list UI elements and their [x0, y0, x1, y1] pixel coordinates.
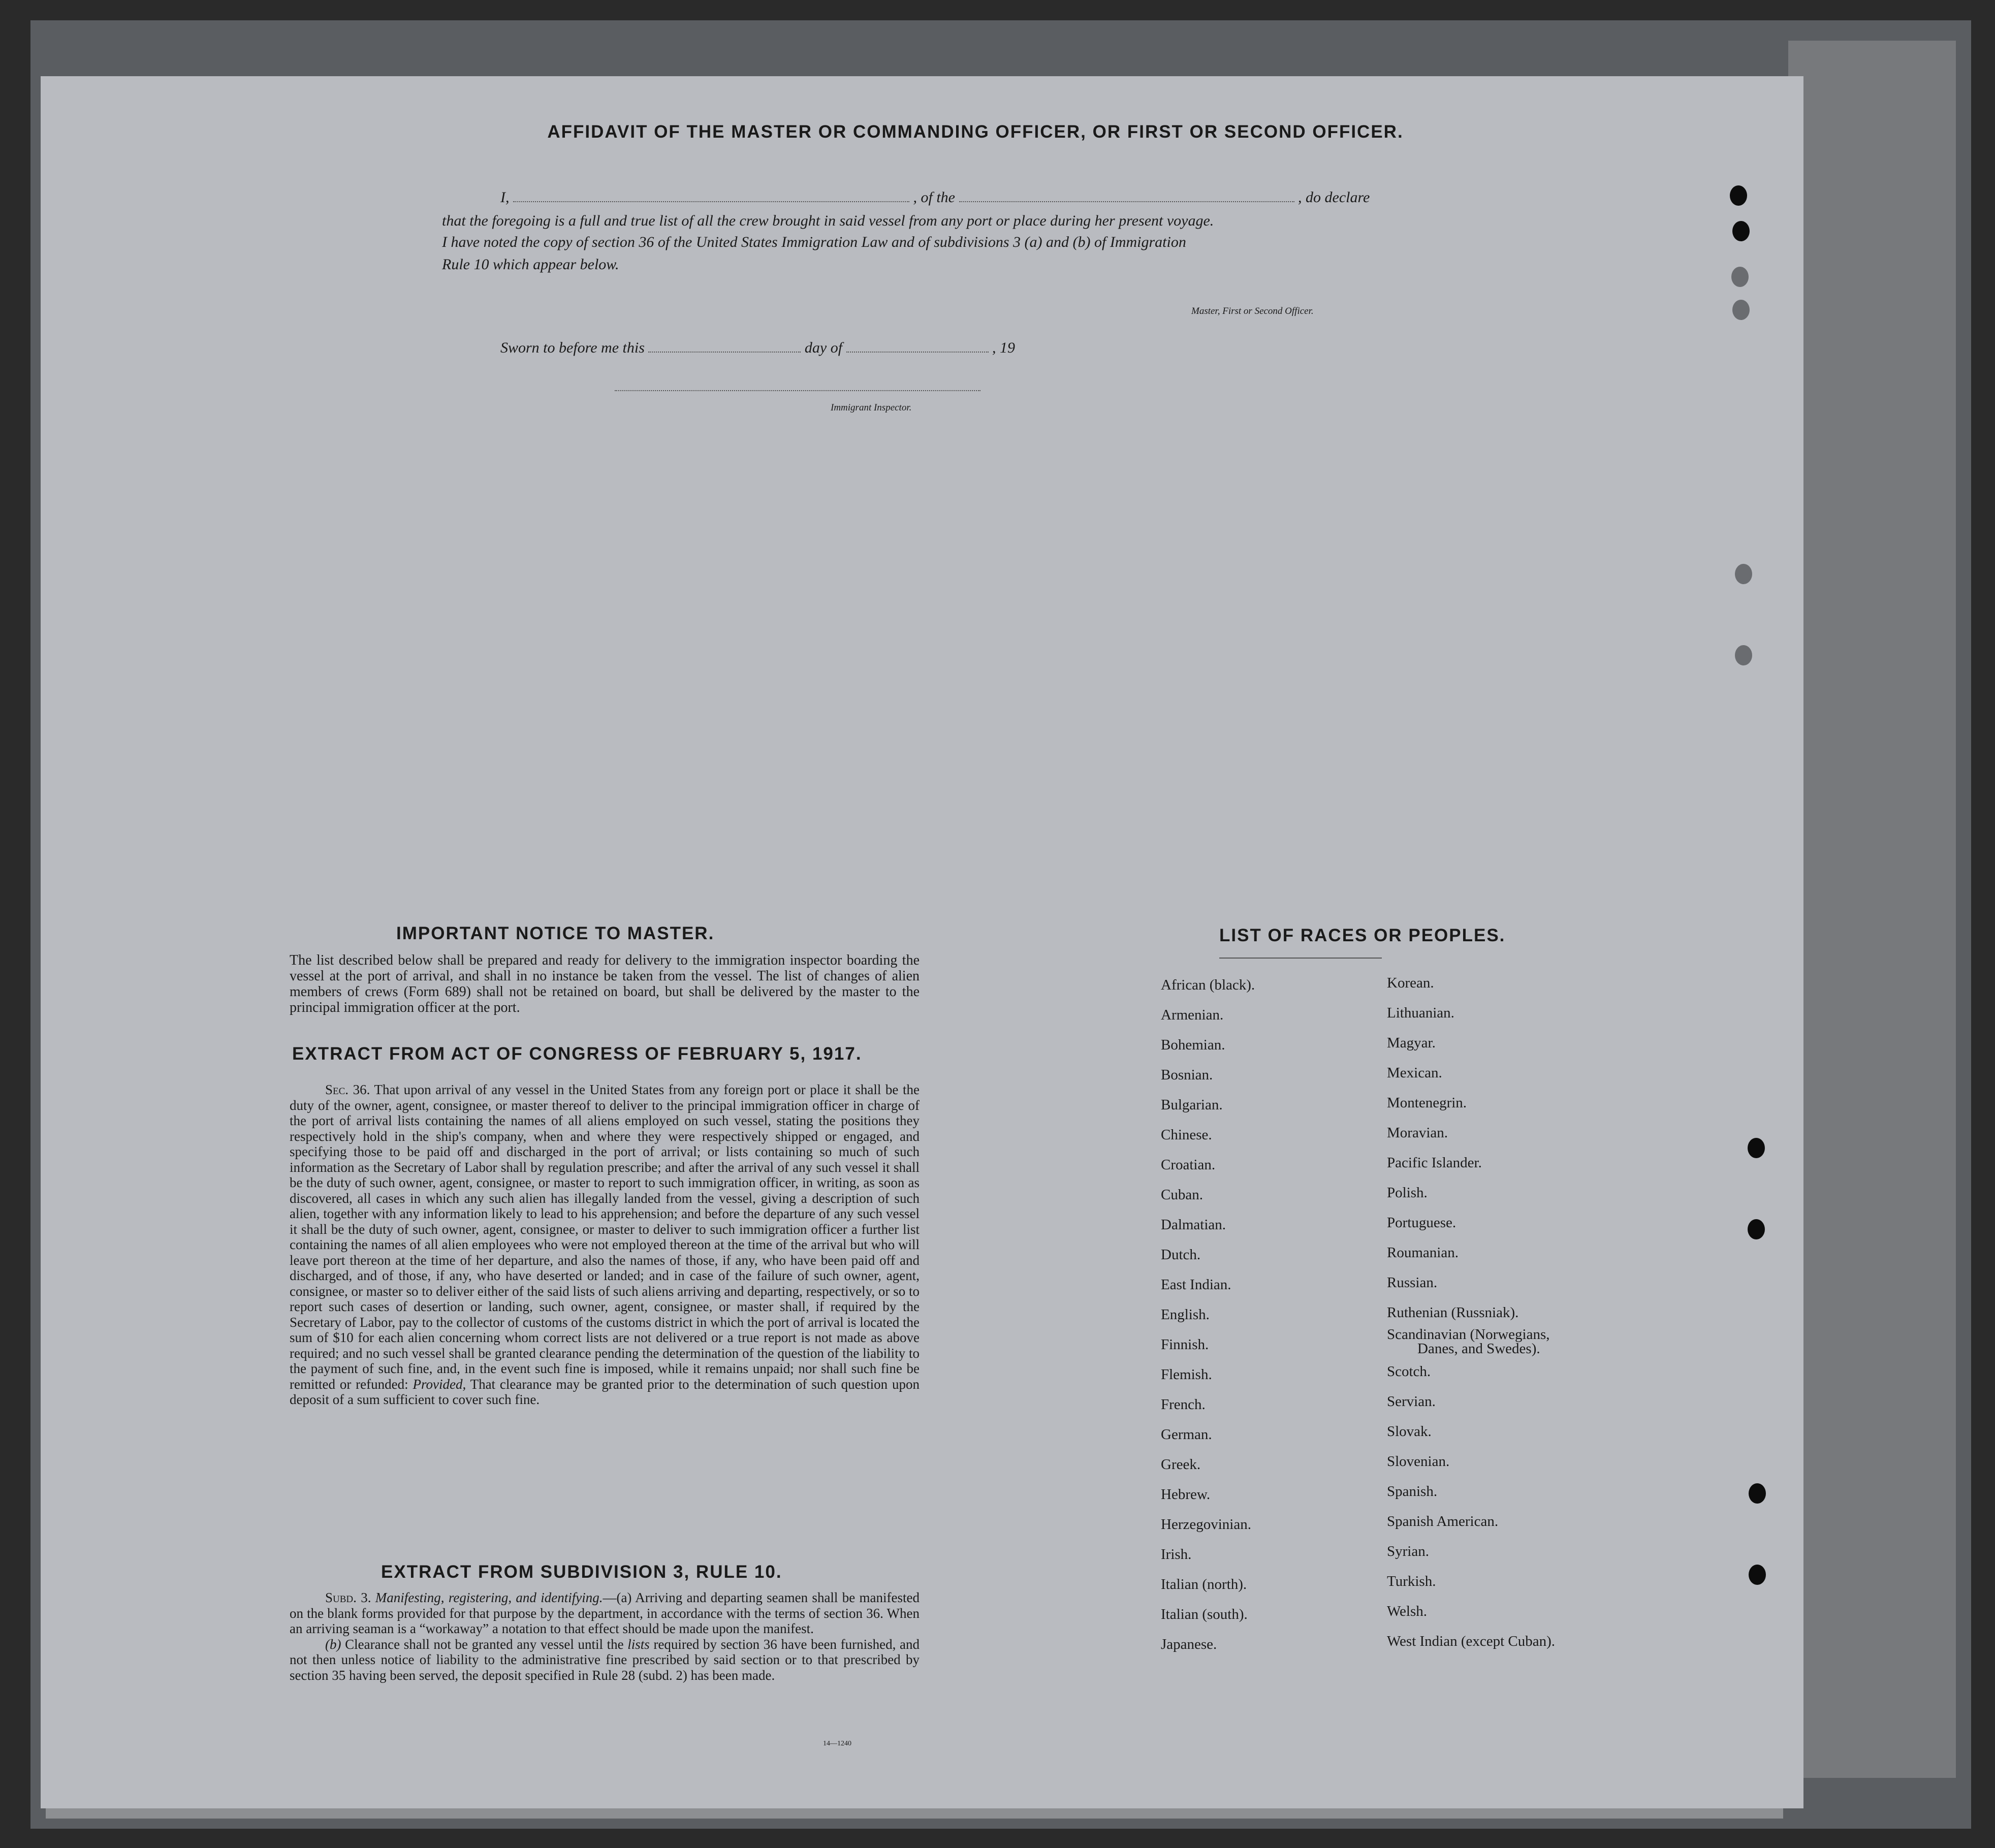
race-right-item: Lithuanian. [1387, 1005, 1454, 1021]
race-left-item: Chinese. [1161, 1127, 1212, 1143]
race-left-item: Flemish. [1161, 1366, 1212, 1383]
race-right-item: Slovak. [1387, 1423, 1432, 1440]
race-left-item: Greek. [1161, 1456, 1201, 1473]
race-right-item: Moravian. [1387, 1125, 1448, 1141]
race-left-item: Irish. [1161, 1546, 1192, 1563]
race-right-item: Scandinavian (Norwegians, [1387, 1326, 1550, 1343]
sworn-line [500, 339, 1015, 357]
master-signature-label: Master, First or Second Officer. [1191, 306, 1314, 316]
binder-hole [1749, 1565, 1766, 1585]
race-left-item: Finnish. [1161, 1336, 1209, 1353]
background-sheet-edge [1788, 41, 1956, 1778]
race-right-item: Syrian. [1387, 1543, 1429, 1559]
affidavit-line-2: that the foregoing is a full and true list of all the crew brought in said vessel from any port or place during her present voyage. [442, 212, 1214, 229]
subdivision-3-text [290, 1590, 920, 1683]
race-right-item: Magyar. [1387, 1035, 1436, 1051]
para-b-lists: lists [627, 1636, 650, 1652]
race-right-item: Pacific Islander. [1387, 1155, 1482, 1171]
binder-hole [1730, 185, 1747, 206]
provided-word: Provided, [413, 1376, 466, 1392]
race-right-item: Russian. [1387, 1275, 1438, 1291]
race-right-item: Ruthenian (Russniak). [1387, 1304, 1519, 1321]
paragraph-a [290, 1590, 920, 1637]
affidavit-line1-mid: , of the [913, 189, 955, 206]
sworn-year: , 19 [992, 339, 1016, 356]
race-right-item: Slovenian. [1387, 1453, 1450, 1470]
race-left-item: Italian (north). [1161, 1576, 1247, 1592]
sworn-start: Sworn to before me this [500, 339, 645, 356]
section-36-text [290, 1082, 920, 1408]
races-title: LIST OF RACES OR PEOPLES. [1219, 926, 1506, 945]
race-left-item: Japanese. [1161, 1636, 1217, 1652]
race-left-item: Armenian. [1161, 1007, 1224, 1023]
paragraph-b [290, 1637, 920, 1683]
affidavit-title: AFFIDAVIT OF THE MASTER OR COMMANDING OFFICER, OR FIRST OR SECOND OFFICER. [547, 122, 1404, 142]
extract-act-title: EXTRACT FROM ACT OF CONGRESS OF FEBRUARY 5, 1917. [292, 1044, 862, 1064]
subd-label: Subd. 3. [325, 1590, 371, 1605]
affidavit-line1-start: I, [500, 189, 510, 206]
para-b-end: required by section 36 have been furnished, and not then unless notice of liability to the administrative fine prescribed by said section or to that prescribed by section 35 having been served, the deposit specified in Rule 28 (subd. 2) has been made. [290, 1636, 920, 1683]
race-right-item: Servian. [1387, 1393, 1436, 1410]
section-text: That upon arrival of any vessel in the United States from any foreign port or place it shall be the duty of the owner, agent, consignee, or master thereof to deliver to the principal immigration officer in charge of the port of arrival lists containing the names of all aliens employed on such vessel, stating the positions they respectively hold in the ship's company, when and where they were respectively shipped or engaged, and specifying those to be paid off and discharged in the port of arrival; or lists containing so much of such information as the Secretary of Labor shall by regulation prescribe; and after the arrival of any such vessel it shall be the duty of such owner, agent, consignee, or master to report to such immigration officer, in writing, as soon as discovered, all cases in which any such alien has illegally landed from the vessel, giving a description of such alien, together with any information likely to lead to his apprehension; and before the departure of any such vessel it shall be the duty of such owner, agent, consignee, or master to deliver to such immigration officer a further list containing the names of all alien employees who were not employed thereon at the time of the arrival but who will leave port thereon at the time of her departure, and also the names of those, if any, who have been paid off and discharged, and of those, if any, who have deserted or landed; and in case of the failure of such owner, agent, consignee, or master so to deliver either of the said lists of such aliens arriving and departing, respectively, or so to report such cases of desertion or landing, such owner, agent, consignee, or master shall, if required by the Secretary of Labor, pay to the collector of customs of the customs district in which the port of arrival is located the sum of $10 for each alien concerning whom correct lists are not delivered or a true report is not made as above required; and no such vessel shall be granted clearance pending the determination of the question of the liability to the payment of such fine, and, in the event such fine is imposed, while it remains unpaid; nor shall such fine be remitted or refunded: [290, 1082, 920, 1392]
race-left-item: Bulgarian. [1161, 1097, 1223, 1113]
race-right-item: Spanish. [1387, 1483, 1438, 1500]
binder-hole [1748, 1219, 1765, 1239]
form-number: 14—1240 [823, 1740, 851, 1747]
race-right-item: Scotch. [1387, 1363, 1431, 1380]
subd-heading: Manifesting, registering, and identifying. [375, 1590, 603, 1605]
affidavit-line-3: I have noted the copy of section 36 of the United States Immigration Law and of subdivisions 3 (a) and (b) of Immigration [442, 234, 1186, 250]
section-tail: That clearance may be granted prior to the determination of such question upon deposit of a sum sufficient to cover such fine. [290, 1376, 920, 1407]
para-b-label: (b) [325, 1636, 341, 1652]
sworn-day: day of [804, 339, 843, 356]
race-left-item: Bohemian. [1161, 1037, 1225, 1053]
race-left-item: Dutch. [1161, 1247, 1201, 1263]
notice-title: IMPORTANT NOTICE TO MASTER. [396, 923, 715, 943]
race-left-item: English. [1161, 1307, 1210, 1323]
race-right-item: Korean. [1387, 975, 1434, 991]
vessel-blank [959, 201, 1294, 202]
name-blank [513, 201, 909, 202]
binder-hole [1749, 1483, 1766, 1504]
race-left-item: French. [1161, 1396, 1206, 1413]
race-left-item: East Indian. [1161, 1277, 1231, 1293]
race-right-item: Roumanian. [1387, 1245, 1459, 1261]
notice-body: The list described below shall be prepared and ready for delivery to the immigration inspector boarding the vessel at the port of arrival, and shall in no instance be taken from the vessel. The list of changes of alien members of crews (Form 689) shall not be retained on board, but shall be delivered by the master to the principal immigration officer at the port. [290, 952, 920, 1015]
inspector-label: Immigrant Inspector. [831, 402, 912, 413]
binder-hole [1735, 564, 1752, 584]
race-right-item: Polish. [1387, 1185, 1428, 1201]
race-right-item: West Indian (except Cuban). [1387, 1633, 1556, 1649]
binder-hole [1735, 645, 1752, 665]
race-right-item: Mexican. [1387, 1065, 1442, 1081]
race-left-item: Dalmatian. [1161, 1217, 1226, 1233]
inspector-signature-line [615, 390, 980, 391]
race-right-item: Portuguese. [1387, 1215, 1456, 1231]
race-right-item: Welsh. [1387, 1603, 1428, 1619]
race-left-item: Hebrew. [1161, 1486, 1211, 1503]
race-right-item: Danes, and Swedes). [1417, 1341, 1540, 1357]
race-left-item: Herzegovinian. [1161, 1516, 1251, 1533]
race-left-item: German. [1161, 1426, 1212, 1443]
races-title-rule [1219, 958, 1382, 959]
para-b-start: Clearance shall not be granted any vessel until the [345, 1636, 624, 1652]
race-left-item: Bosnian. [1161, 1067, 1213, 1083]
race-right-item: Spanish American. [1387, 1513, 1499, 1530]
race-left-item: African (black). [1161, 977, 1255, 993]
race-left-item: Croatian. [1161, 1157, 1216, 1173]
section-label: Sec. 36. [325, 1082, 370, 1097]
affidavit-line1-end: , do declare [1298, 189, 1370, 206]
extract-rule-title: EXTRACT FROM SUBDIVISION 3, RULE 10. [381, 1562, 782, 1582]
para-a-label: —(a) [603, 1590, 632, 1605]
sworn-day-blank [648, 352, 801, 353]
affidavit-line-4: Rule 10 which appear below. [442, 256, 619, 273]
binder-hole [1731, 267, 1749, 287]
binder-hole [1748, 1138, 1765, 1158]
binder-hole [1732, 221, 1750, 241]
race-left-item: Cuban. [1161, 1187, 1203, 1203]
race-left-item: Italian (south). [1161, 1606, 1248, 1622]
affidavit-line-1 [500, 189, 1455, 206]
sworn-month-blank [846, 352, 989, 353]
binder-hole [1732, 300, 1750, 320]
race-right-item: Montenegrin. [1387, 1095, 1467, 1111]
race-right-item: Turkish. [1387, 1573, 1436, 1589]
document-page [41, 76, 1803, 1808]
para-a-text: Arriving and departing seamen shall be manifested on the blank forms provided for that purpose by the department, in accordance with the terms of section 36. When an arriving seaman is a “workaway” a notation to that effect should be made upon the manifest. [290, 1590, 920, 1636]
